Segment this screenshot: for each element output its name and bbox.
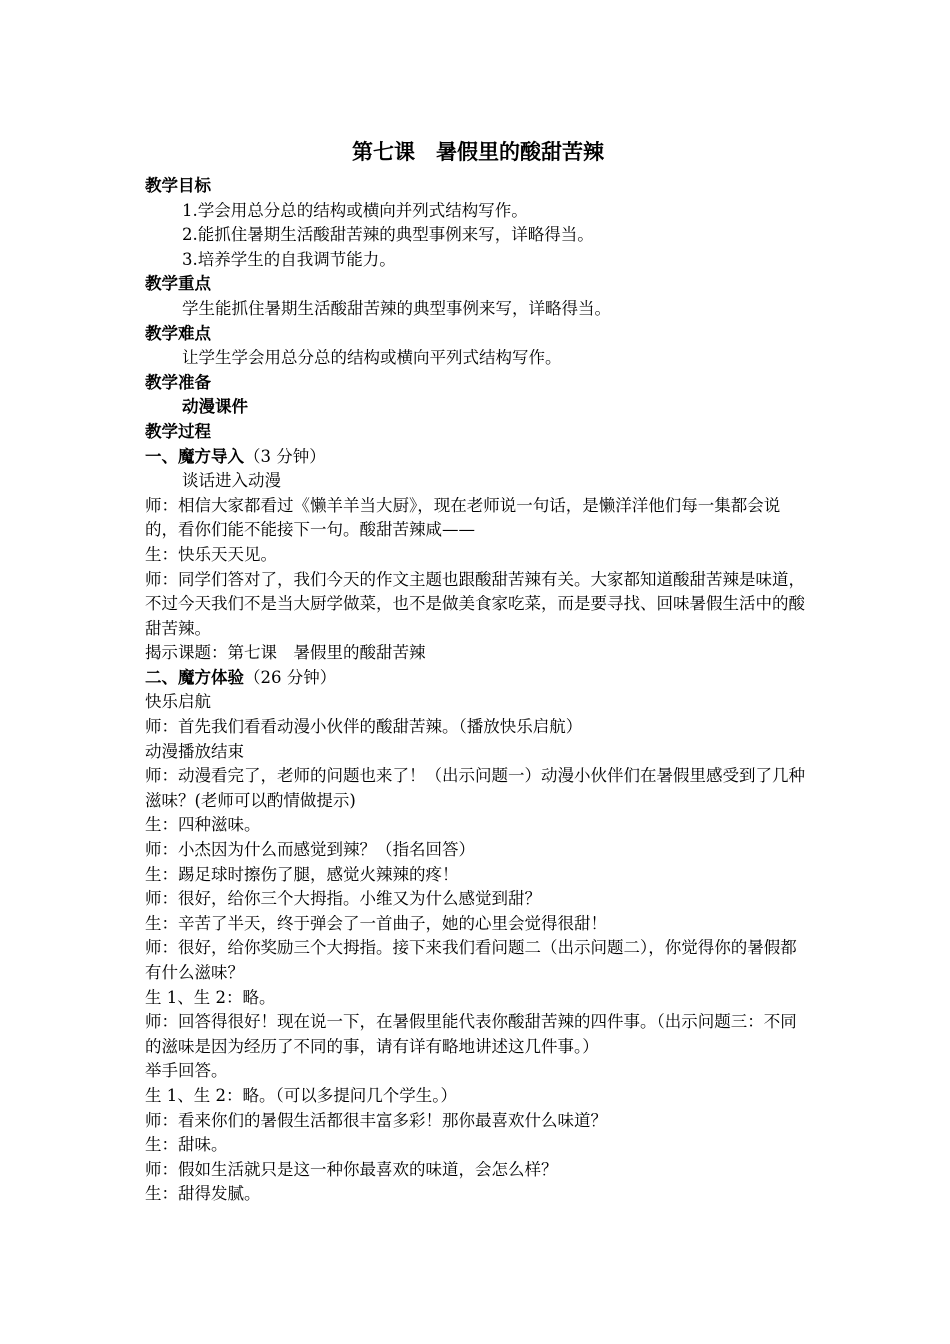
section2-line-13: 举手回答。 xyxy=(145,1061,228,1081)
preparation-text: 动漫课件 xyxy=(182,397,248,417)
section2-line-6: 师：小杰因为什么而感觉到辣？（指名回答） xyxy=(145,840,475,860)
section2-line-14: 生 1、生 2：略。（可以多提问几个学生。） xyxy=(145,1085,457,1105)
section2-line-12: 师：回答得很好！现在说一下，在暑假里能代表你酸甜苦辣的四件事。（出示问题三：不同的滋味是因为经历了不同的事，请有详有略地讲述这几件事。） xyxy=(145,1012,797,1056)
section2-line-15: 师：看来你们的暑假生活都很丰富多彩！那你最喜欢什么味道？ xyxy=(145,1110,607,1130)
section1-line-2: 师：相信大家都看过《懒羊羊当大厨》，现在老师说一句话，是懒洋洋他们每一集都会说的，看你们能不能接下一句。酸甜苦辣咸—— xyxy=(145,495,781,540)
section2-line-10: 师：很好，给你奖励三个大拇指。接下来我们看问题二（出示问题二），你觉得你的暑假都有什么滋味？ xyxy=(145,938,797,982)
key-points-text: 学生能抓住暑期生活酸甜苦辣的典型事例来写，详略得当。 xyxy=(182,298,611,318)
section1-title: 一、魔方导入 xyxy=(145,446,244,466)
section1-heading xyxy=(145,445,807,470)
process-heading: 教学过程 xyxy=(145,421,211,441)
difficulties-text: 让学生学会用总分总的结构或横向平列式结构写作。 xyxy=(182,348,562,368)
section2-line-11: 生 1、生 2：略。 xyxy=(145,987,276,1007)
document-page xyxy=(145,138,807,1207)
section2-line-4: 师：动漫看完了，老师的问题也来了！（出示问题一）动漫小伙伴们在暑假里感受到了几种滋味？(老师可以酌情做提示) xyxy=(145,766,805,810)
page-title: 第七课 暑假里的酸甜苦辣 xyxy=(352,139,604,164)
section2-line-3: 动漫播放结束 xyxy=(145,741,244,761)
section2-line-5: 生：四种滋味。 xyxy=(145,815,261,835)
section2-line-7: 生：踢足球时擦伤了腿，感觉火辣辣的疼！ xyxy=(145,864,459,884)
section2-heading xyxy=(145,666,807,691)
section2-line-1: 快乐启航 xyxy=(145,692,211,712)
section1-duration: （3 分钟） xyxy=(244,446,326,466)
section1-line-1: 谈话进入动漫 xyxy=(182,471,281,491)
section2-line-16: 生：甜味。 xyxy=(145,1135,228,1155)
section1-line-4: 师：同学们答对了，我们今天的作文主题也跟酸甜苦辣有关。大家都知道酸甜苦辣是味道，不过今天我们不是当大厨学做菜，也不是做美食家吃菜，而是要寻找、回味暑假生活中的酸甜苦辣。 xyxy=(145,569,805,638)
objective-item-1: 1.学会用总分总的结构或横向并列式结构写作。 xyxy=(182,200,528,220)
preparation-heading: 教学准备 xyxy=(145,372,211,392)
section1-line-5: 揭示课题：第七课 暑假里的酸甜苦辣 xyxy=(145,643,426,663)
objectives-heading: 教学目标 xyxy=(145,176,211,195)
section2-line-9: 生：辛苦了半天，终于弹会了一首曲子，她的心里会觉得很甜！ xyxy=(145,913,607,933)
section2-line-8: 师：很好，给你三个大拇指。小维又为什么感觉到甜？ xyxy=(145,889,541,909)
key-points-heading: 教学重点 xyxy=(145,274,211,294)
difficulties-heading: 教学难点 xyxy=(145,323,211,343)
objective-item-2: 2.能抓住暑期生活酸甜苦辣的典型事例来写，详略得当。 xyxy=(182,225,594,245)
section2-line-17: 师：假如生活就只是这一种你最喜欢的味道，会怎么样？ xyxy=(145,1159,558,1179)
objective-item-3: 3.培养学生的自我调节能力。 xyxy=(182,249,396,269)
section1-line-3: 生：快乐天天见。 xyxy=(145,544,277,564)
section2-line-2: 师：首先我们看看动漫小伙伴的酸甜苦辣。（播放快乐启航） xyxy=(145,717,583,737)
section2-line-18: 生：甜得发腻。 xyxy=(145,1184,261,1204)
section2-title: 二、魔方体验 xyxy=(145,667,244,687)
section2-duration: （26 分钟） xyxy=(244,667,337,687)
